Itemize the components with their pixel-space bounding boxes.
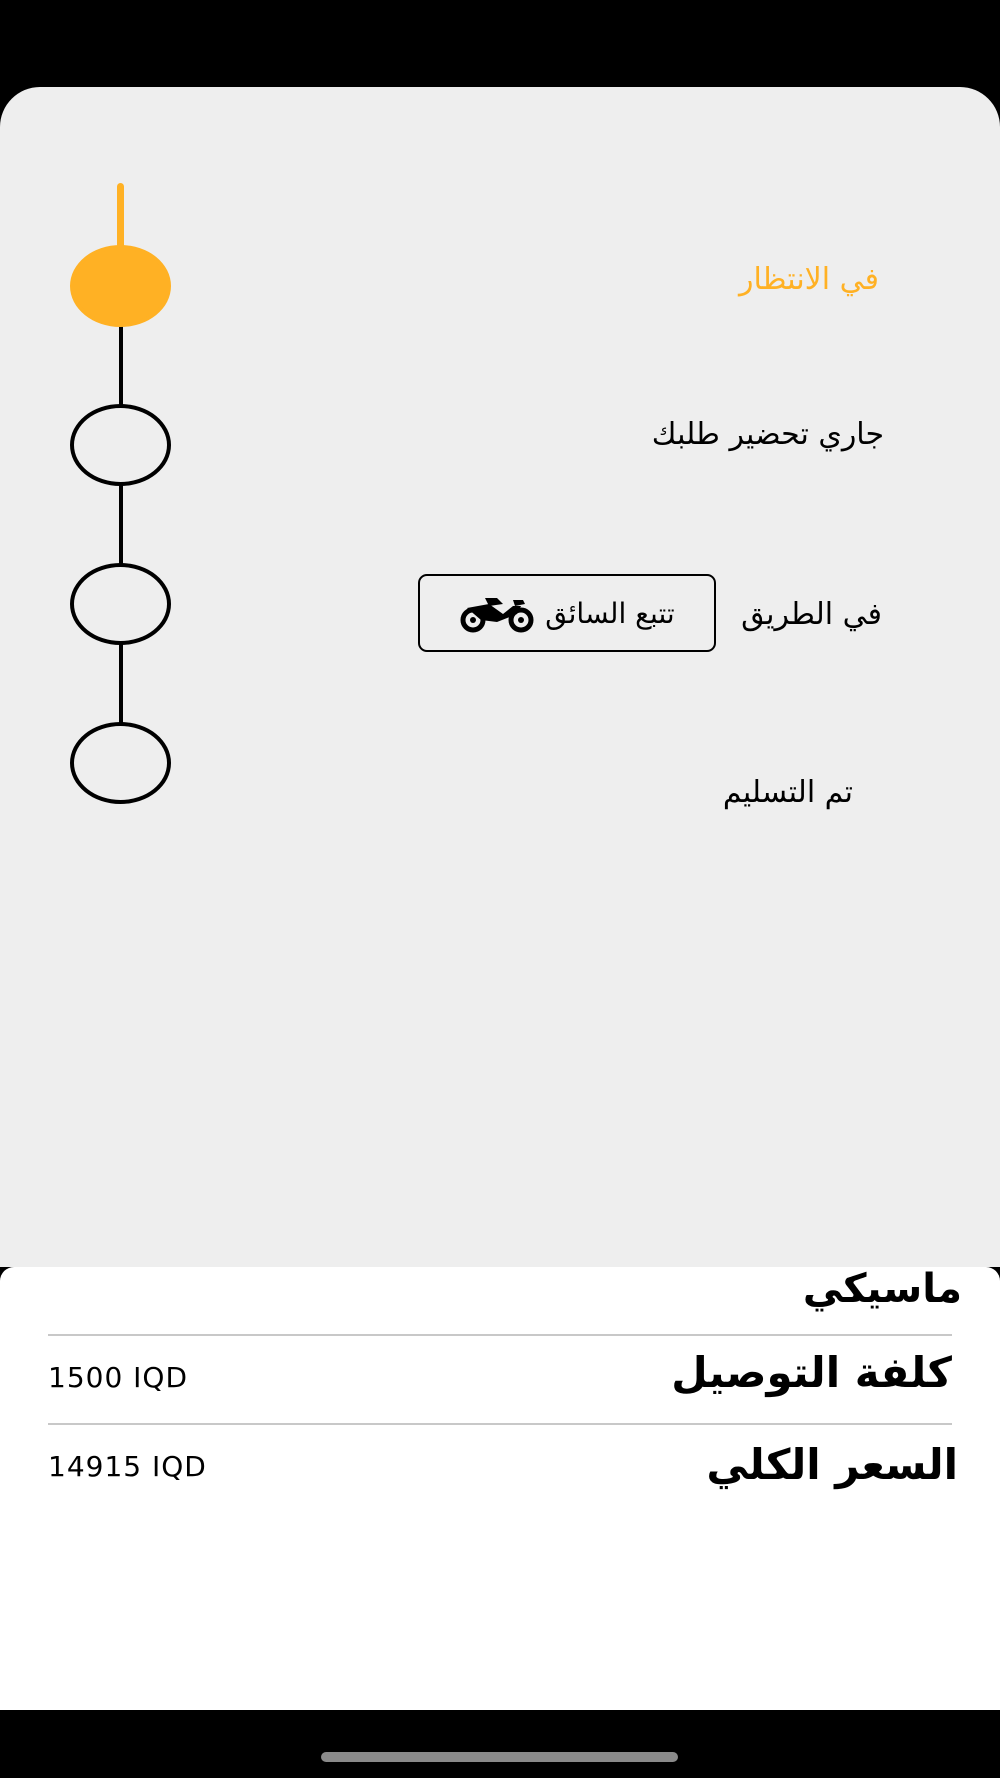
step-label-delivered: تم التسليم	[722, 775, 853, 810]
step-label-waiting: في الانتظار	[739, 262, 879, 297]
restaurant-name: ماسيكي	[802, 1266, 962, 1312]
motorcycle-icon	[459, 592, 535, 634]
divider	[48, 1423, 952, 1425]
track-driver-button[interactable]	[418, 574, 716, 652]
bottom-bar	[0, 1710, 1000, 1778]
timeline-start-stem	[117, 183, 124, 249]
timeline-connector	[119, 484, 123, 564]
total-price-label: السعر الكلي	[706, 1440, 958, 1489]
step-node-delivered	[70, 722, 171, 804]
timeline-connector	[119, 325, 123, 405]
step-label-on-the-way: في الطريق	[741, 597, 882, 632]
total-price-value: 14915 IQD	[48, 1450, 207, 1483]
home-indicator[interactable]	[321, 1752, 678, 1762]
timeline-connector	[119, 643, 123, 723]
status-bar	[0, 0, 1000, 87]
track-driver-label: تتبع السائق	[545, 596, 675, 630]
step-node-preparing	[70, 404, 171, 486]
step-node-on-the-way	[70, 563, 171, 645]
delivery-fee-label: كلفة التوصيل	[671, 1348, 952, 1397]
step-node-waiting	[70, 245, 171, 327]
step-label-preparing: جاري تحضير طلبك	[651, 417, 884, 452]
divider	[48, 1334, 952, 1336]
delivery-fee-value: 1500 IQD	[48, 1361, 189, 1394]
